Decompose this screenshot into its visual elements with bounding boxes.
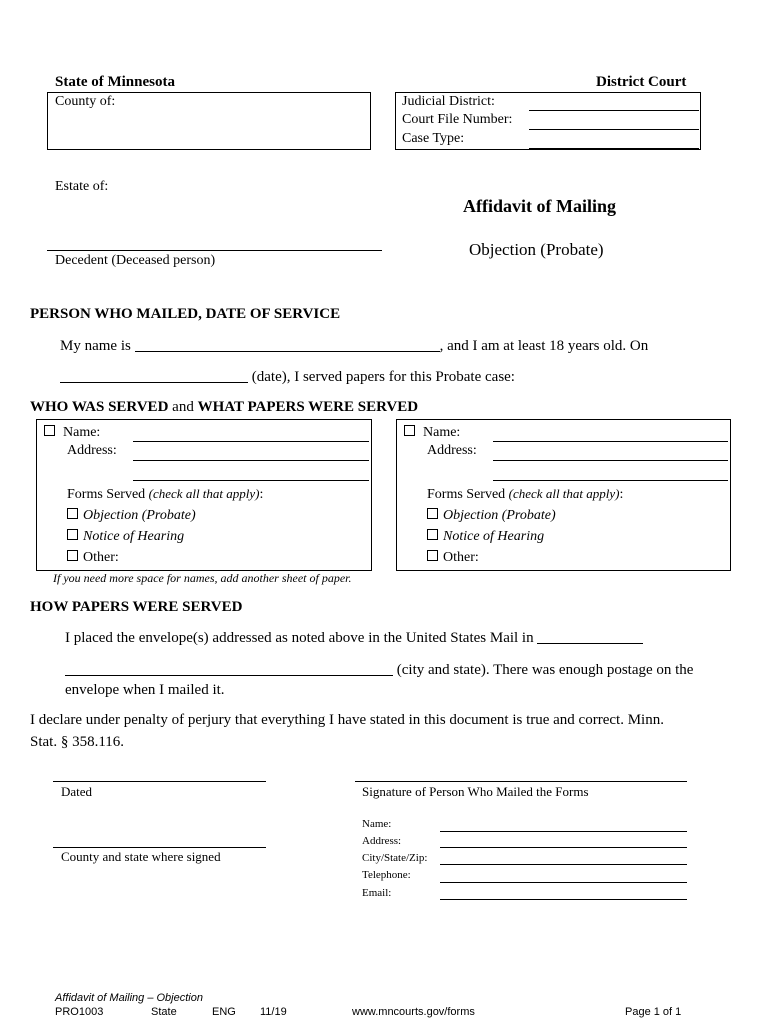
footer-revision: 11/19	[260, 1006, 287, 1018]
county-label: County of:	[55, 94, 116, 109]
county-state-label: County and state where signed	[61, 849, 221, 864]
checkbox-icon[interactable]	[427, 508, 438, 519]
form-subtitle: Objection (Probate)	[469, 240, 604, 259]
sig-email-field[interactable]	[440, 899, 687, 900]
recipient-name-label: Name:	[44, 425, 100, 441]
footer-website[interactable]: www.mncourts.gov/forms	[352, 1006, 475, 1018]
mail-location-field[interactable]	[537, 630, 643, 644]
decedent-label: Decedent (Deceased person)	[55, 253, 216, 268]
mailer-name-field[interactable]	[135, 338, 440, 352]
forms-served-label: Forms Served (check all that apply):	[427, 486, 624, 502]
recipient-address-label: Address:	[67, 443, 117, 458]
age-statement: , and I am at least 18 years old. On	[439, 338, 649, 354]
sig-email-label: Email:	[362, 887, 392, 899]
sig-city-field[interactable]	[440, 864, 687, 865]
declaration-line-1: I declare under penalty of perjury that everything I have stated in this document is true and correct. Minn.	[30, 712, 664, 728]
dated-label: Dated	[61, 784, 93, 799]
judicial-district-field[interactable]	[529, 110, 699, 111]
form-option-objection[interactable]: Objection (Probate)	[67, 508, 196, 524]
footer-page: Page 1 of 1	[625, 1006, 682, 1018]
sig-name-field[interactable]	[440, 831, 687, 832]
court-label: District Court	[596, 74, 687, 90]
postage-line: envelope when I mailed it.	[65, 682, 225, 698]
case-type-field[interactable]	[529, 148, 699, 149]
city-state-field[interactable]	[65, 662, 393, 676]
footer-language: ENG	[212, 1006, 236, 1018]
recipient-address-field[interactable]	[133, 460, 369, 461]
form-option-other[interactable]: Other:	[67, 550, 119, 566]
checkbox-icon[interactable]	[427, 550, 438, 561]
checkbox-icon[interactable]	[67, 550, 78, 561]
form-title: Affidavit of Mailing	[463, 196, 616, 216]
recipient-name-field[interactable]	[133, 441, 369, 442]
recipient-name-field[interactable]	[493, 441, 728, 442]
footer-scope: State	[151, 1006, 177, 1018]
sig-name-label: Name:	[362, 818, 392, 830]
footer-form-name: Affidavit of Mailing – Objection	[55, 992, 203, 1004]
recipient-name-label: Name:	[404, 425, 460, 441]
decedent-name-field[interactable]	[47, 250, 382, 251]
checkbox-icon[interactable]	[67, 508, 78, 519]
form-option-other[interactable]: Other:	[427, 550, 479, 566]
court-file-label: Court File Number:	[402, 112, 513, 127]
section-heading-served: WHO WAS SERVED and WHAT PAPERS WERE SERVED	[30, 399, 419, 415]
recipient-checkbox[interactable]	[404, 425, 415, 436]
declaration-line-2: Stat. § 358.116.	[30, 734, 125, 750]
forms-served-label: Forms Served (check all that apply):	[67, 486, 264, 502]
more-space-note: If you need more space for names, add another sheet of paper.	[53, 571, 352, 585]
form-option-notice[interactable]: Notice of Hearing	[67, 529, 184, 545]
sig-phone-label: Telephone:	[362, 869, 411, 881]
recipient-address-field-2[interactable]	[133, 480, 369, 481]
form-option-notice[interactable]: Notice of Hearing	[427, 529, 544, 545]
recipient-address-field[interactable]	[493, 460, 728, 461]
date-statement: (date), I served papers for this Probate case:	[251, 369, 515, 385]
case-info-box	[395, 92, 701, 150]
checkbox-icon[interactable]	[67, 529, 78, 540]
checkbox-icon[interactable]	[427, 529, 438, 540]
estate-label: Estate of:	[55, 179, 109, 194]
sig-address-label: Address:	[362, 835, 402, 847]
county-state-field[interactable]	[53, 847, 266, 848]
sig-address-field[interactable]	[440, 847, 687, 848]
sig-city-label: City/State/Zip:	[362, 852, 428, 864]
recipient-box-1	[36, 419, 372, 571]
county-box[interactable]	[47, 92, 371, 150]
mail-sentence: I placed the envelope(s) addressed as noted above in the United States Mail in	[65, 630, 643, 647]
signature-label: Signature of Person Who Mailed the Forms	[362, 784, 589, 799]
case-type-label: Case Type:	[402, 131, 465, 146]
section-heading-service: PERSON WHO MAILED, DATE OF SERVICE	[30, 306, 341, 322]
sig-phone-field[interactable]	[440, 882, 687, 883]
city-state-sentence: (city and state). There was enough postage on the	[65, 662, 693, 679]
form-option-objection[interactable]: Objection (Probate)	[427, 508, 556, 524]
footer-form-code: PRO1003	[55, 1006, 104, 1018]
signature-field[interactable]	[355, 781, 687, 782]
court-file-field[interactable]	[529, 129, 699, 130]
recipient-address-field-2[interactable]	[493, 480, 728, 481]
recipient-address-label: Address:	[427, 443, 477, 458]
dated-field[interactable]	[53, 781, 266, 782]
state-label: State of Minnesota	[55, 74, 175, 90]
name-sentence	[60, 338, 648, 355]
recipient-checkbox[interactable]	[44, 425, 55, 436]
recipient-box-2	[396, 419, 731, 571]
date-sentence	[60, 369, 515, 386]
service-date-field[interactable]	[60, 369, 248, 383]
name-intro: My name is	[60, 338, 131, 354]
judicial-district-label: Judicial District:	[402, 94, 495, 109]
section-heading-how: HOW PAPERS WERE SERVED	[30, 599, 243, 615]
